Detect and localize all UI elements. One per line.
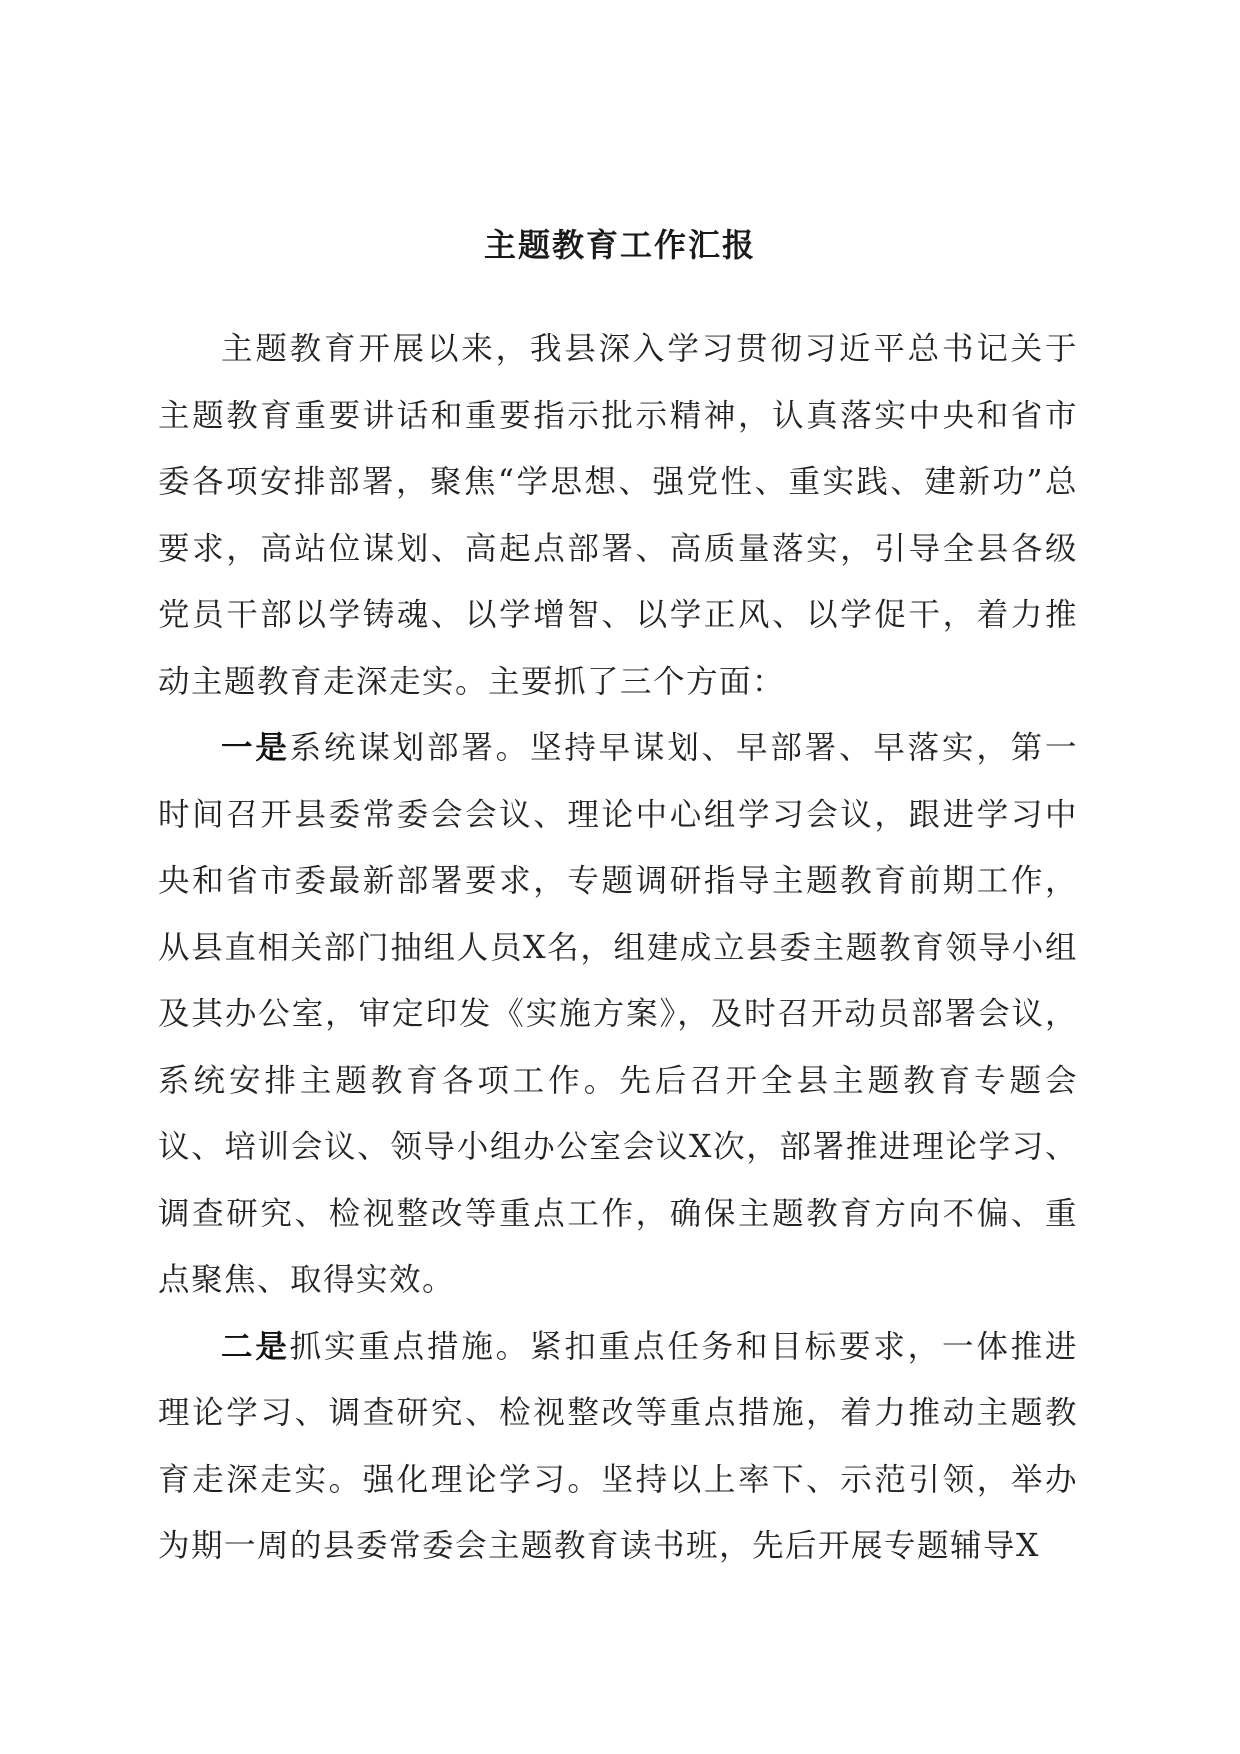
section-2-lead: 二是	[221, 1327, 290, 1365]
section-paragraph-1	[158, 715, 1078, 1314]
section-1-text: 系统谋划部署。坚持早谋划、早部署、早落实，第一时间召开县委常委会会议、理论中心组学习会议，跟进学习中央和省市委最新部署要求，专题调研指导主题教育前期工作，从县直相关部门抽组人员X名，组建成立县委主题教育领导小组及其办公室，审定印发《实施方案》，及时召开动员部署会议，系统安排主题教育各项工作。先后召开全县主题教育专题会议、培训会议、领导小组办公室会议X次，部署推进理论学习、调查研究、检视整改等重点工作，确保主题教育方向不偏、重点聚焦、取得实效。	[158, 730, 1078, 1298]
document-body	[158, 316, 1078, 1580]
section-paragraph-2	[158, 1314, 1078, 1580]
document-title: 主题教育工作汇报	[483, 226, 756, 264]
intro-paragraph: 主题教育开展以来，我县深入学习贯彻习近平总书记关于主题教育重要讲话和重要指示批示精神，认真落实中央和省市委各项安排部署，聚焦“学思想、强党性、重实践、建新功”总要求，高站位谋划、高起点部署、高质量落实，引导全县各级党员干部以学铸魂、以学增智、以学正风、以学促干，着力推动主题教育走深走实。主要抓了三个方面：	[158, 331, 1078, 700]
section-2-text: 抓实重点措施。紧扣重点任务和目标要求，一体推进理论学习、调查研究、检视整改等重点措施，着力推动主题教育走深走实。强化理论学习。坚持以上率下、示范引领，举办为期一周的县委常委会主题教育读书班，先后开展专题辅导X	[158, 1328, 1078, 1564]
section-1-lead: 一是	[221, 729, 290, 766]
